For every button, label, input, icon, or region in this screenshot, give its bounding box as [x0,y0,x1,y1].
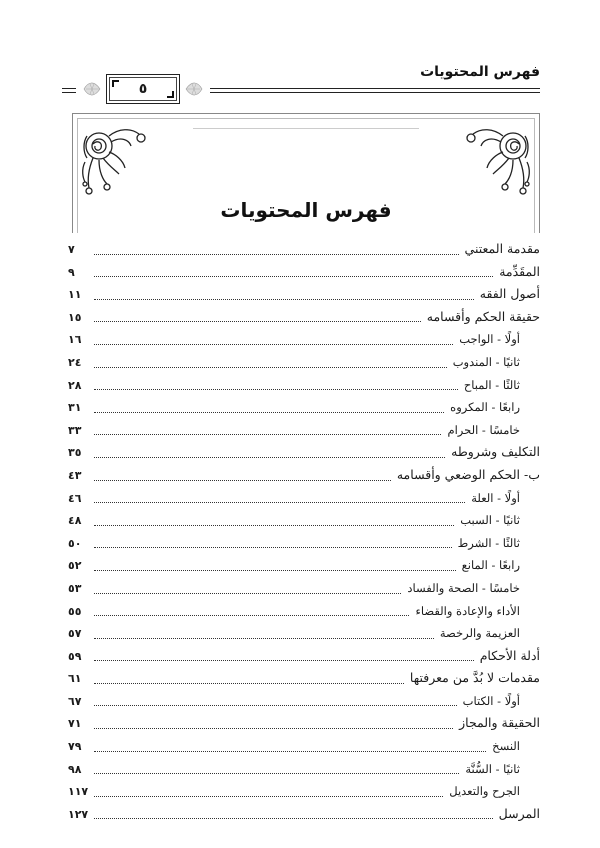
dot-leader [94,502,465,503]
dot-leader [94,615,409,616]
toc-entry-page-number: ١٢٧ [68,807,89,821]
toc-entry-page-number: ٤٣ [68,468,82,482]
toc-entry[interactable] [68,758,540,781]
dot-leader [94,367,447,368]
corner-scroll-ornament-icon [79,122,151,200]
dot-leader [94,344,453,345]
dot-leader [94,389,458,390]
toc-entry[interactable] [68,374,540,397]
dot-leader [94,660,474,661]
toc-entry-label: أدلة الأحكام [479,647,540,663]
toc-entry-page-number: ١١٧ [68,785,89,799]
toc-entry-page-number: ٦٧ [68,694,82,708]
running-header-title: فهرس المحتويات [420,64,540,80]
corner-scroll-ornament-icon [461,122,533,200]
toc-entry[interactable] [68,328,540,351]
toc-entry-label: أولًا - الكتاب [462,693,520,708]
flourish-ornament-icon [184,78,204,100]
toc-entry-label: المقَدِّمة [499,263,540,279]
dot-leader [94,818,492,819]
dot-leader [94,570,456,571]
toc-entry[interactable] [68,735,540,758]
toc-entry-page-number: ٧ [68,243,75,256]
running-header [62,64,540,104]
dot-leader [94,276,493,277]
toc-entry[interactable] [68,441,540,464]
toc-entry-label: التكليف وشروطه [451,444,540,460]
toc-entry[interactable] [68,306,540,329]
toc-entry-label: مقدمات لا بُدَّ من معرفتها [409,670,540,686]
toc-entry-page-number: ٣١ [68,401,82,415]
toc-entry[interactable] [68,238,540,261]
toc-entry-label: أولًا - الواجب [459,332,520,347]
toc-entry-label: ثالثًا - المباح [463,377,520,392]
toc-entry-label: الحقيقة والمجاز [459,715,540,731]
toc-entry-page-number: ٩ [68,265,75,279]
toc-entry[interactable] [68,712,540,735]
dot-leader [94,796,443,797]
header-double-rule [210,88,540,93]
toc-entry-page-number: ٣٣ [68,423,82,437]
toc-entry-page-number: ٣٥ [68,446,82,460]
toc-entry-label: أصول الفقه [479,286,540,302]
toc-entry-label: النسخ [492,739,520,754]
toc-entry-page-number: ٤٦ [68,491,82,505]
toc-entry-page-number: ٥٢ [68,559,82,573]
dot-leader [94,457,445,458]
toc-entry-label: خامسًا - الصحة والفساد [407,580,520,595]
flourish-ornament-icon [82,78,102,100]
toc-entry-page-number: ١٦ [68,333,82,347]
frame-top-rule [193,128,419,129]
dot-leader [94,254,459,255]
dot-leader [94,525,454,526]
page-number: ٥ [109,77,177,101]
toc-entry-label: المرسل [498,805,540,821]
toc-entry-page-number: ٥٥ [68,604,82,618]
toc-entry-page-number: ١١ [68,288,82,302]
toc-entry[interactable] [68,780,540,803]
toc-entry[interactable] [68,622,540,645]
dot-leader [94,321,421,322]
toc-entry-label: ثانيًا - السُّنَّة [465,761,520,776]
toc-entry-label: رابعًا - المكروه [450,400,520,415]
toc-entry[interactable] [68,464,540,487]
dot-leader [94,480,391,481]
toc-entry-label: ب- الحكم الوضعي وأقسامه [396,466,540,482]
toc-entry[interactable] [68,600,540,623]
toc-entry-page-number: ٩٨ [68,762,82,776]
toc-entry[interactable] [68,396,540,419]
toc-entry-label: العزيمة والرخصة [439,626,520,641]
toc-entry-page-number: ٥٧ [68,627,82,641]
dot-leader [94,412,444,413]
toc-entry-label: الجرح والتعديل [449,784,520,799]
toc-entry[interactable] [68,419,540,442]
toc-entry[interactable] [68,667,540,690]
toc-entry-page-number: ٤٨ [68,514,82,528]
dot-leader [94,705,457,706]
header-double-rule-short [62,88,76,93]
toc-entry[interactable] [68,351,540,374]
toc-entry[interactable] [68,803,540,826]
dot-leader [94,683,404,684]
toc-entry-page-number: ٥٠ [68,536,82,550]
dot-leader [94,728,453,729]
toc-entry[interactable] [68,690,540,713]
dot-leader [94,773,459,774]
dot-leader [94,299,474,300]
toc-entry-label: رابعًا - المانع [461,558,520,573]
toc-entry-page-number: ٥٣ [68,581,82,595]
toc-entry-page-number: ٥٩ [68,649,82,663]
toc-entry-label: ثانيًا - المندوب [452,354,520,369]
toc-entry-page-number: ١٥ [68,310,82,324]
dot-leader [94,547,452,548]
toc-entry-label: ثالثًا - الشرط [457,535,520,550]
toc-entry-page-number: ٧٩ [68,740,82,754]
dot-leader [94,638,434,639]
dot-leader [94,751,486,752]
toc-entry-label: ثانيًا - السبب [460,513,520,528]
title-frame [72,113,540,233]
page-number-box [106,74,180,104]
dot-leader [94,593,401,594]
toc-entry[interactable] [68,509,540,532]
toc-entry-page-number: ٦١ [68,672,82,686]
toc-entry[interactable] [68,645,540,668]
toc-entry-label: خامسًا - الحرام [447,422,520,437]
toc-entry-label: حقيقة الحكم وأقسامه [426,308,540,324]
toc-entry-page-number: ٧١ [68,717,82,731]
toc-entry[interactable] [68,487,540,510]
page-title: فهرس المحتويات [220,198,392,222]
toc-entry-label: الأداء والإعادة والقضاء [415,603,520,618]
toc-entry[interactable] [68,283,540,306]
toc-entry-label: مقدمة المعتني [464,241,540,256]
toc-entry-page-number: ٢٨ [68,378,82,392]
toc-entry[interactable] [68,554,540,577]
toc-entry[interactable] [68,577,540,600]
dot-leader [94,434,441,435]
table-of-contents [68,238,540,825]
toc-entry-page-number: ٢٤ [68,355,82,369]
toc-entry-label: أولًا - العلة [471,490,520,505]
toc-entry[interactable] [68,261,540,284]
toc-entry[interactable] [68,532,540,555]
